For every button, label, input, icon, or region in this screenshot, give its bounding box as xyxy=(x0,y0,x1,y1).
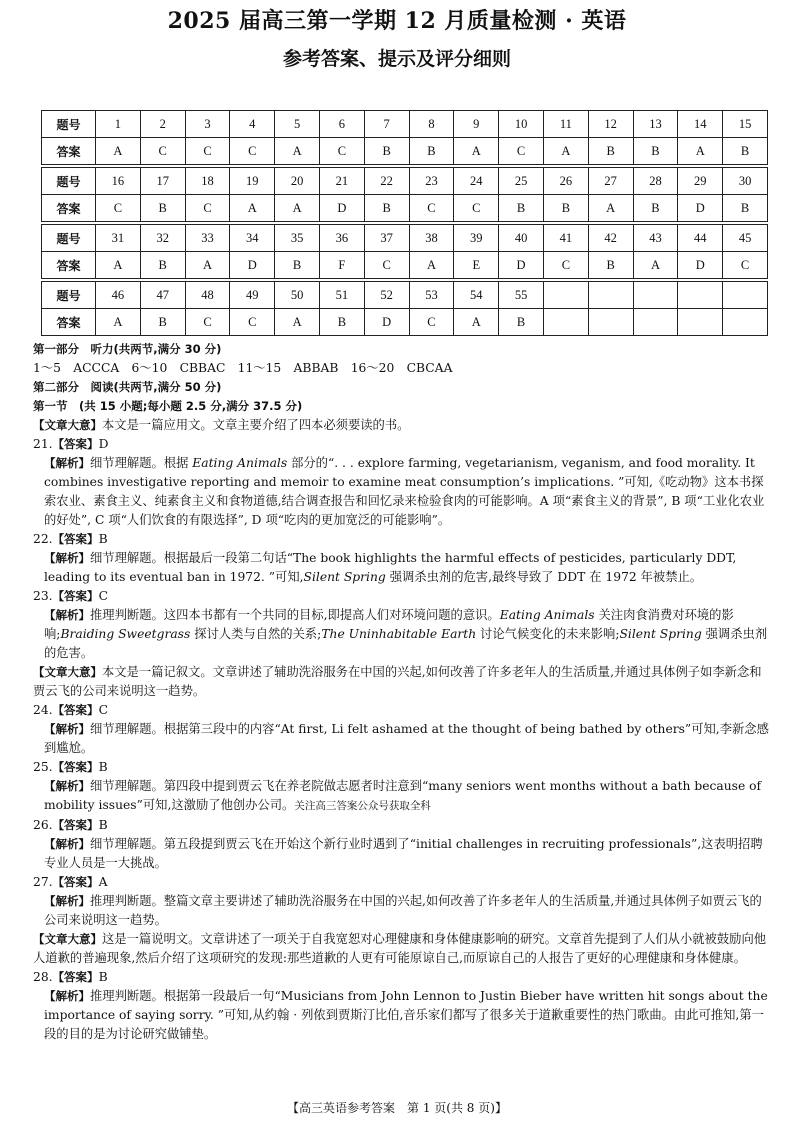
question-number-cell: 22 xyxy=(364,168,409,195)
question-number-cell: 7 xyxy=(364,111,409,138)
q21-answer: 21.【答案】D xyxy=(33,437,109,451)
question-number-cell xyxy=(633,282,678,309)
answer-cell: C xyxy=(230,138,275,165)
answer-cell: B xyxy=(140,309,185,336)
question-number-cell: 43 xyxy=(633,225,678,252)
answer-cell: B xyxy=(723,195,768,222)
question-number-label: 题号 xyxy=(42,225,96,252)
answer-label: 【答案】 xyxy=(52,818,99,832)
question-number-cell: 29 xyxy=(678,168,723,195)
answer-cell: C xyxy=(185,309,230,336)
question-number-cell: 52 xyxy=(364,282,409,309)
question-number-cell: 25 xyxy=(499,168,544,195)
summary-label: 【文章大意】 xyxy=(33,665,102,679)
answer-label-cell: 答案 xyxy=(42,309,96,336)
answer-cell: A xyxy=(543,138,588,165)
question-number-cell: 23 xyxy=(409,168,454,195)
question-number-label: 题号 xyxy=(42,168,96,195)
answer-cell: A xyxy=(454,309,499,336)
question-number-cell: 28 xyxy=(633,168,678,195)
answer-cell: C xyxy=(499,138,544,165)
question-number-cell xyxy=(543,282,588,309)
question-number-row xyxy=(42,225,768,252)
q26-answer: 26.【答案】B xyxy=(33,818,108,832)
question-number-cell: 9 xyxy=(454,111,499,138)
answer-cell: A xyxy=(275,195,320,222)
analysis-label: 【解析】 xyxy=(44,989,90,1003)
answer-label: 【答案】 xyxy=(52,589,99,603)
answer-cell: B xyxy=(633,138,678,165)
question-number-cell: 30 xyxy=(723,168,768,195)
answer-cell: D xyxy=(499,252,544,279)
question-number-cell: 19 xyxy=(230,168,275,195)
question-number-cell: 44 xyxy=(678,225,723,252)
watermark-text: 关注高三答案公众号获取全科 xyxy=(294,800,431,812)
q28-analysis: 【解析】推理判断题。根据第一段最后一句“Musicians from John Lennon to Justin Bieber have written hit songs about the importance of saying sorry. ”可知,从约翰 · 列侬到贾斯汀比伯,音乐家们都写了很多关于道歉重要性的热门歌曲。由此可推知,第一段的目的是为讨论研究做铺垫。 xyxy=(44,989,768,1041)
q25-analysis: 【解析】细节理解题。第四段中提到贾云飞在养老院做志愿者时注意到“many seniors went months without a bath because of mobility issues”可知,这激励了他创办公司。关注高三答案公众号获取全科 xyxy=(44,779,762,812)
question-number-cell: 18 xyxy=(185,168,230,195)
question-number-cell xyxy=(588,282,633,309)
analysis-label: 【解析】 xyxy=(44,779,90,793)
answer-cell: A xyxy=(96,252,141,279)
analysis-label: 【解析】 xyxy=(44,837,90,851)
answer-cell: F xyxy=(319,252,364,279)
answer-cell: B xyxy=(364,138,409,165)
analysis-label: 【解析】 xyxy=(44,551,90,565)
answer-cell: C xyxy=(409,195,454,222)
part1-answers: 1～5 ACCCA 6～10 CBBAC 11～15 ABBAB 16～20 CBCAA xyxy=(33,361,453,375)
answer-cell: B xyxy=(499,195,544,222)
section1-heading: 第一节 (共 15 小题;每小题 2.5 分,满分 37.5 分) xyxy=(33,399,303,413)
answer-cell: A xyxy=(275,138,320,165)
question-number-cell: 20 xyxy=(275,168,320,195)
q23-analysis: 【解析】推理判断题。这四本书都有一个共同的目标,即提高人们对环境问题的意识。Eating Animals 关注肉食消费对环境的影响;Braiding Sweetgrass 探讨人类与自然的关系;The Uninhabitable Earth 讨论气候变化的未来影响;Silent Spring 强调杀虫剂的危害。 xyxy=(44,608,768,660)
answer-cell: A xyxy=(409,252,454,279)
answer-cell: D xyxy=(364,309,409,336)
question-number-cell: 13 xyxy=(633,111,678,138)
answer-cell: B xyxy=(364,195,409,222)
question-number-cell xyxy=(723,282,768,309)
question-number-cell: 24 xyxy=(454,168,499,195)
answer-cell: A xyxy=(633,252,678,279)
question-number-cell: 32 xyxy=(140,225,185,252)
question-number-cell: 14 xyxy=(678,111,723,138)
answer-cell: B xyxy=(140,252,185,279)
analysis-label: 【解析】 xyxy=(44,456,90,470)
answer-cell: B xyxy=(499,309,544,336)
answer-cell: D xyxy=(678,195,723,222)
question-number-cell: 26 xyxy=(543,168,588,195)
question-number-cell: 35 xyxy=(275,225,320,252)
q27-analysis: 【解析】推理判断题。整篇文章主要讲述了辅助洗浴服务在中国的兴起,如何改善了许多老年人的生活质量,并通过具体例子如贾云飞的公司来说明这一趋势。 xyxy=(44,894,762,927)
answer-cell: C xyxy=(723,252,768,279)
q22-answer: 22.【答案】B xyxy=(33,532,108,546)
answer-label: 【答案】 xyxy=(52,970,99,984)
answer-cell: A xyxy=(678,138,723,165)
answer-table xyxy=(41,110,768,336)
answer-cell: B xyxy=(140,195,185,222)
q21-analysis: 【解析】细节理解题。根据 Eating Animals 部分的“. . . explore farming, vegetarianism, veganism, and food morality. It combines investigative reporting and memoir to examine meat consumption’s implications. ”可知,《吃动物》这本书探索农业、素食主义、纯素食主义和食物道德,结合调查报告和回忆录来检验食肉的可能影响。A 项“素食主义的背景”, B 项“工业化农业的好处”, C 项“人们饮食的有限选择”, D 项“吃肉的更加宽泛的可能影响”。 xyxy=(44,456,765,527)
answer-cell: D xyxy=(678,252,723,279)
answer-cell: B xyxy=(543,195,588,222)
question-number-cell: 3 xyxy=(185,111,230,138)
answer-label: 【答案】 xyxy=(52,437,99,451)
question-number-cell: 12 xyxy=(588,111,633,138)
answer-cell: E xyxy=(454,252,499,279)
question-number-cell: 10 xyxy=(499,111,544,138)
part1-heading: 第一部分 听力(共两节,满分 30 分) xyxy=(33,342,222,356)
question-number-cell: 41 xyxy=(543,225,588,252)
question-number-cell: 54 xyxy=(454,282,499,309)
analysis-label: 【解析】 xyxy=(44,722,90,736)
passage-a-summary: 【文章大意】本文是一篇应用文。文章主要介绍了四本必须要读的书。 xyxy=(33,418,410,432)
question-number-row xyxy=(42,168,768,195)
answer-cell: A xyxy=(185,252,230,279)
question-number-cell: 51 xyxy=(319,282,364,309)
answer-cell: C xyxy=(185,195,230,222)
answer-cell: B xyxy=(319,309,364,336)
answer-cell xyxy=(678,309,723,336)
passage-b-summary: 【文章大意】本文是一篇记叙文。文章讲述了辅助洗浴服务在中国的兴起,如何改善了许多老年人的生活质量,并通过具体例子如李新念和贾云飞的公司来说明这一趋势。 xyxy=(33,665,762,698)
answer-cell: D xyxy=(230,252,275,279)
answer-label: 【答案】 xyxy=(52,875,99,889)
question-number-cell xyxy=(678,282,723,309)
answer-row xyxy=(42,252,768,279)
question-number-cell: 38 xyxy=(409,225,454,252)
answer-cell: A xyxy=(96,309,141,336)
answer-cell xyxy=(588,309,633,336)
answer-cell: A xyxy=(454,138,499,165)
question-number-label: 题号 xyxy=(42,111,96,138)
question-number-cell: 46 xyxy=(96,282,141,309)
summary-label: 【文章大意】 xyxy=(33,418,102,432)
answer-cell: C xyxy=(319,138,364,165)
question-number-cell: 53 xyxy=(409,282,454,309)
analysis-label: 【解析】 xyxy=(44,608,90,622)
answer-cell: C xyxy=(96,195,141,222)
answer-row xyxy=(42,138,768,165)
answer-cell xyxy=(723,309,768,336)
question-number-cell: 27 xyxy=(588,168,633,195)
page-footer: 【高三英语参考答案 第 1 页(共 8 页)】 xyxy=(287,1101,507,1115)
passage-c-summary: 【文章大意】这是一篇说明文。文章讲述了一项关于自我宽恕对心理健康和身体健康影响的研究。文章首先提到了人们从小就被鼓励向他人道歉的普遍现象,然后介绍了这项研究的发现:那些道歉的人更有可能原谅自己,而原谅自己的人报告了更好的心理健康和身体健康。 xyxy=(33,932,767,965)
question-number-cell: 42 xyxy=(588,225,633,252)
answer-cell: A xyxy=(588,195,633,222)
answer-cell: B xyxy=(723,138,768,165)
question-number-row xyxy=(42,111,768,138)
answer-cell: B xyxy=(409,138,454,165)
question-number-cell: 17 xyxy=(140,168,185,195)
q28-answer: 28.【答案】B xyxy=(33,970,108,984)
answer-label: 【答案】 xyxy=(52,760,99,774)
answer-cell: C xyxy=(454,195,499,222)
answer-cell xyxy=(543,309,588,336)
answer-cell: C xyxy=(364,252,409,279)
question-number-cell: 36 xyxy=(319,225,364,252)
question-number-cell: 1 xyxy=(96,111,141,138)
answer-label-cell: 答案 xyxy=(42,252,96,279)
question-number-cell: 11 xyxy=(543,111,588,138)
question-number-cell: 31 xyxy=(96,225,141,252)
question-number-cell: 2 xyxy=(140,111,185,138)
answer-cell xyxy=(633,309,678,336)
q23-answer: 23.【答案】C xyxy=(33,589,108,603)
q24-analysis: 【解析】细节理解题。根据第三段中的内容“At first, Li felt ashamed at the thought of being bathed by others”可知,李新念感到尴尬。 xyxy=(44,722,769,755)
answer-explanations xyxy=(33,340,773,1044)
question-number-label: 题号 xyxy=(42,282,96,309)
question-number-cell: 48 xyxy=(185,282,230,309)
question-number-cell: 55 xyxy=(499,282,544,309)
page-subtitle: 参考答案、提示及评分细则 xyxy=(282,48,511,70)
answer-cell: A xyxy=(96,138,141,165)
answer-cell: B xyxy=(588,138,633,165)
analysis-label: 【解析】 xyxy=(44,894,90,908)
answer-label-cell: 答案 xyxy=(42,138,96,165)
q22-analysis: 【解析】细节理解题。根据最后一段第二句话“The book highlights the harmful effects of pesticides, particularly DDT, leading to its eventual ban in 1972. ”可知,Silent Spring 强调杀虫剂的危害,最终导致了 DDT 在 1972 年被禁止。 xyxy=(44,551,737,584)
question-number-cell: 47 xyxy=(140,282,185,309)
answer-cell: C xyxy=(140,138,185,165)
question-number-cell: 21 xyxy=(319,168,364,195)
answer-cell: C xyxy=(543,252,588,279)
answer-cell: B xyxy=(588,252,633,279)
page-title: 2025 届高三第一学期 12 月质量检测 · 英语 xyxy=(167,8,627,34)
question-number-cell: 39 xyxy=(454,225,499,252)
answer-cell: C xyxy=(409,309,454,336)
question-number-cell: 15 xyxy=(723,111,768,138)
part2-heading: 第二部分 阅读(共两节,满分 50 分) xyxy=(33,380,222,394)
answer-cell: C xyxy=(230,309,275,336)
question-number-cell: 50 xyxy=(275,282,320,309)
question-number-cell: 33 xyxy=(185,225,230,252)
answer-cell: A xyxy=(275,309,320,336)
q25-answer: 25.【答案】B xyxy=(33,760,108,774)
answer-cell: A xyxy=(230,195,275,222)
question-number-cell: 49 xyxy=(230,282,275,309)
question-number-cell: 4 xyxy=(230,111,275,138)
answer-cell: D xyxy=(319,195,364,222)
answer-row xyxy=(42,309,768,336)
question-number-row xyxy=(42,282,768,309)
question-number-cell: 6 xyxy=(319,111,364,138)
question-number-cell: 16 xyxy=(96,168,141,195)
answer-label: 【答案】 xyxy=(52,703,99,717)
answer-cell: B xyxy=(633,195,678,222)
question-number-cell: 8 xyxy=(409,111,454,138)
answer-row xyxy=(42,195,768,222)
question-number-cell: 34 xyxy=(230,225,275,252)
summary-label: 【文章大意】 xyxy=(33,932,102,946)
question-number-cell: 37 xyxy=(364,225,409,252)
question-number-cell: 40 xyxy=(499,225,544,252)
answer-label-cell: 答案 xyxy=(42,195,96,222)
question-number-cell: 45 xyxy=(723,225,768,252)
answer-cell: B xyxy=(275,252,320,279)
question-number-cell: 5 xyxy=(275,111,320,138)
q27-answer: 27.【答案】A xyxy=(33,875,108,889)
answer-cell: C xyxy=(185,138,230,165)
answer-label: 【答案】 xyxy=(52,532,99,546)
q24-answer: 24.【答案】C xyxy=(33,703,108,717)
q26-analysis: 【解析】细节理解题。第五段提到贾云飞在开始这个新行业时遇到了“initial challenges in recruiting professionals”,这表明招聘专业人员是一大挑战。 xyxy=(44,837,763,870)
